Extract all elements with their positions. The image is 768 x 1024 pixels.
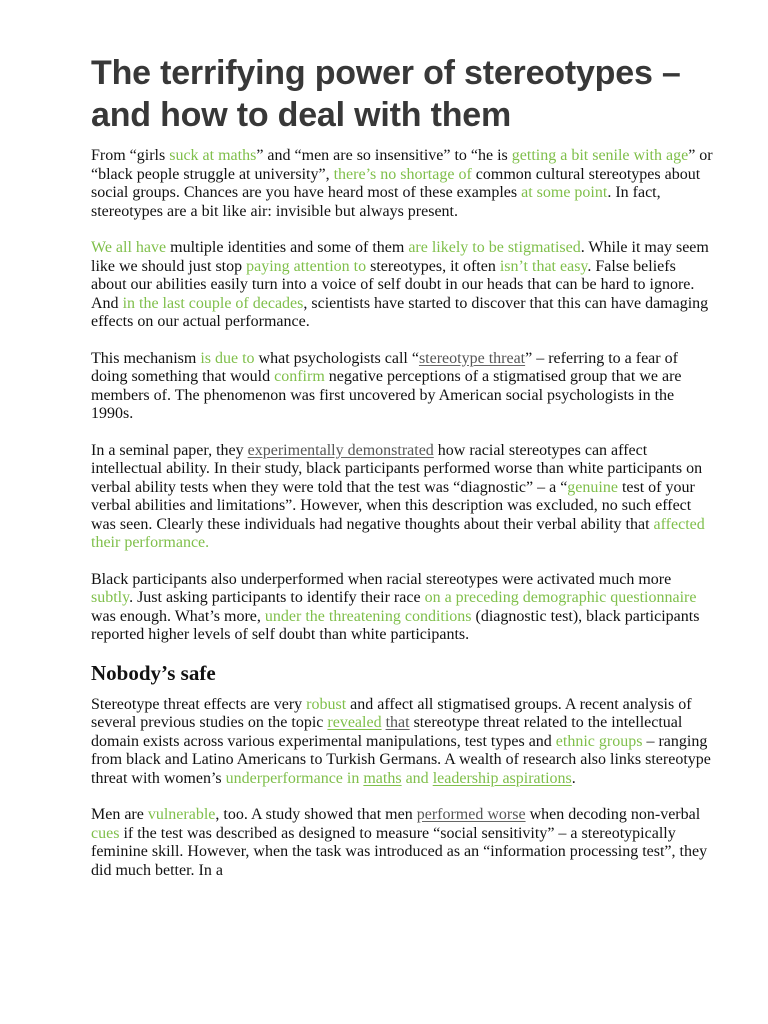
paragraph-text: common cultural stereotypes about social groups. Chances are you have heard most of these examples (91, 165, 701, 201)
inline-link[interactable]: robust (306, 695, 347, 713)
paragraph-text: test of your verbal abilities and limitations”. However, when this description was excluded, no such effect was seen. Clearly these individuals had negative thoughts about their verbal ability that (91, 478, 695, 533)
inline-link[interactable]: leadership aspirations (432, 769, 572, 787)
inline-link[interactable]: ethnic groups (555, 732, 643, 750)
paragraph-text: , scientists have started to discover that this can have damaging effects on our actual performance. (91, 294, 709, 330)
inline-link[interactable]: maths (363, 769, 402, 787)
paragraph-text: In a seminal paper, they (91, 441, 248, 459)
paragraph-text: and affect all stigmatised groups. A recent analysis of several previous studies on the topic (91, 695, 692, 731)
paragraph-text: what psychologists call “ (254, 349, 419, 367)
paragraph-text: . While it may seem like we should just stop (91, 239, 709, 275)
article-title: The terrifying power of stereotypes – and how to deal with them (91, 54, 681, 134)
paragraph-text: (diagnostic test), black participants reported higher levels of self doubt than white participants. (91, 607, 700, 643)
article-paragraph (91, 806, 715, 880)
article-paragraph (91, 350, 715, 424)
inline-link[interactable]: getting a bit senile with age (511, 147, 689, 164)
paragraph-text: Black participants also underperformed when racial stereotypes were activated much more (91, 570, 672, 588)
paragraph-text: negative perceptions of a stigmatised group that we are members of. The phenomenon was first uncovered by American social psychologists in the 1990s. (91, 368, 682, 422)
paragraph-text: multiple identities and some of them (166, 239, 409, 256)
inline-link[interactable]: that (385, 714, 410, 731)
paragraph-text: ” – referring to a fear of doing something that would (91, 349, 678, 385)
inline-link[interactable]: stereotype threat (418, 349, 526, 367)
article (91, 52, 715, 898)
inline-link[interactable]: at some point (521, 184, 608, 201)
paragraph-text: , too. A study showed that men (215, 806, 417, 823)
inline-link[interactable]: in the last couple of decades (122, 294, 304, 312)
inline-link[interactable]: is due to (200, 349, 255, 367)
inline-link[interactable]: and (401, 769, 433, 787)
paragraph-text: how racial stereotypes can affect intellectual ability. In their study, black participants performed worse than white participants on verbal ability tests when they were told that the test was “diagnostic” – a “ (91, 441, 703, 496)
paragraph-text: ” and “men are so insensitive” to “he is (256, 147, 512, 164)
paragraph-text: ” or “black people struggle at university”, (91, 147, 713, 183)
inline-link[interactable]: isn’t that easy (499, 257, 588, 275)
paragraph-text: From “girls (91, 147, 170, 164)
paragraph-text: . (571, 769, 576, 787)
inline-link[interactable]: confirm (274, 368, 325, 385)
article-body-intro (91, 147, 715, 645)
section-heading-nobodys-safe: Nobody’s safe (91, 660, 216, 685)
inline-link[interactable]: subtly (91, 589, 130, 606)
paragraph-text: stereotype threat related to the intellectual domain exists across various experimental manipulations, test types and (91, 714, 683, 750)
paragraph-text: when decoding non-verbal (525, 806, 701, 823)
paragraph-text: . False beliefs about our abilities easily turn into a voice of self doubt in our heads that can be hard to ignore. And (91, 257, 695, 312)
article-paragraph (91, 696, 715, 789)
inline-link[interactable]: are likely to be stigmatised (408, 239, 581, 256)
inline-link[interactable]: vulnerable (147, 806, 216, 823)
inline-link[interactable]: experimentally demonstrated (247, 441, 434, 459)
inline-link[interactable]: paying attention to (246, 257, 367, 275)
inline-link[interactable]: cues (91, 824, 120, 842)
inline-link[interactable]: affected their performance. (91, 515, 705, 551)
paragraph-text: – ranging from black and Latino Americans to Turkish Germans. A wealth of research also links stereotype threat with women’s (91, 732, 711, 787)
paragraph-text: . Just asking participants to identify their race (129, 589, 425, 606)
paragraph-text: if the test was described as designed to measure “social sensitivity” – a stereotypically feminine skill. However, when the task was introduced as an “information processing test”, they did much better. In a (91, 824, 708, 879)
paragraph-text: was enough. What’s more, (91, 607, 265, 625)
inline-link[interactable]: performed worse (416, 806, 526, 823)
paragraph-text: . In fact, stereotypes are a bit like air: invisible but always present. (91, 184, 661, 220)
inline-link[interactable]: underperformance in (225, 769, 360, 787)
inline-link[interactable]: suck at maths (169, 147, 257, 164)
article-body-section-2 (91, 696, 715, 881)
inline-link[interactable]: We all have (91, 239, 167, 256)
inline-link[interactable]: there’s no shortage of (333, 165, 472, 183)
paragraph-text: Stereotype threat effects are very (91, 695, 307, 713)
inline-link[interactable]: revealed (327, 714, 382, 731)
inline-link[interactable]: under the threatening conditions (264, 607, 472, 625)
article-paragraph (91, 442, 715, 553)
paragraph-text: stereotypes, it often (366, 257, 500, 275)
inline-link[interactable]: on a preceding demographic questionnaire (424, 589, 697, 606)
article-paragraph (91, 239, 715, 332)
inline-link[interactable]: genuine (567, 478, 618, 496)
paragraph-text: Men are (91, 806, 148, 823)
article-paragraph (91, 147, 715, 221)
paragraph-text: This mechanism (91, 349, 201, 367)
article-paragraph (91, 571, 715, 645)
